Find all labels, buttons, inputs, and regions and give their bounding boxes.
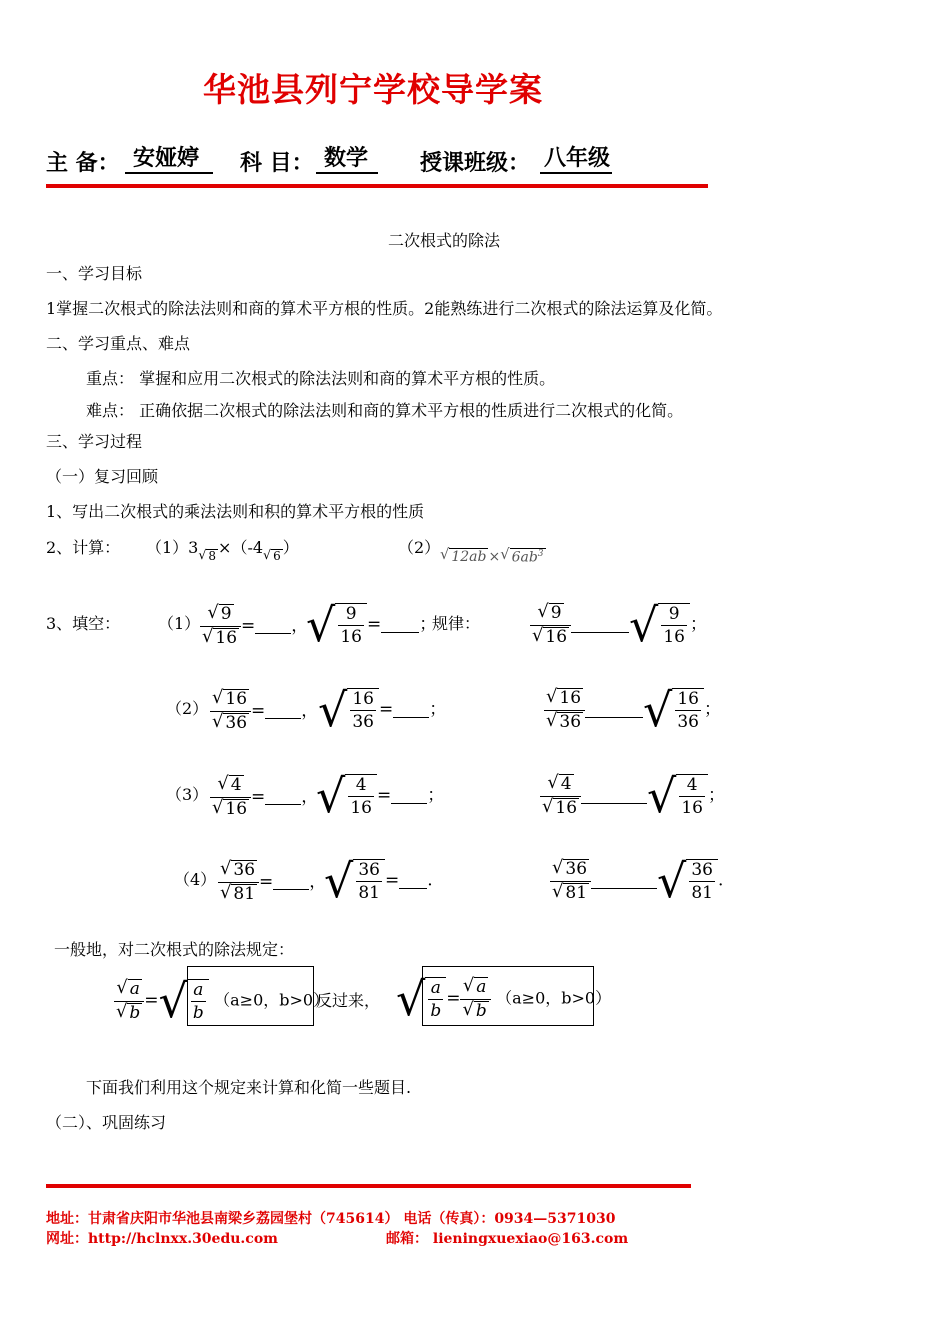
division-rule-formula: √ a √ b = √ $\frac{a}{b}$ （a≥0，b>0） xyxy=(116,974,330,1028)
lesson-heading: 二次根式的除法 xyxy=(388,231,501,250)
prep-value: 安娅婷 xyxy=(125,146,213,174)
row-3-rule: √ 4 √ 16 √ $\frac{4}{16}$ ； xyxy=(542,769,725,823)
question-2a: （1）3 √ 8 ×（-4 √ 6 ） xyxy=(146,538,299,563)
question-3-label: 3、填空： xyxy=(46,614,121,633)
goals-text: 1掌握二次根式的除法法则和商的算术平方根的性质。2能熟练进行二次根式的除法运算及化简。 xyxy=(46,299,723,318)
header-divider xyxy=(46,184,708,188)
row-4-left: √ 36 √ 81 = ， xyxy=(220,858,327,904)
section-process: 三、学习过程 xyxy=(46,432,143,451)
row-2-left: √ 16 √ 36 = ， xyxy=(212,687,319,733)
row-1-mid: √ $\frac{9}{16}$ = ； xyxy=(306,598,437,652)
document-title: 华池县列宁学校导学案 xyxy=(203,70,543,109)
general-rule-text: 一般地，对二次根式的除法规定： xyxy=(54,940,295,959)
reverse-text: 反过来， xyxy=(316,991,381,1010)
prep-label: 主 备： xyxy=(46,151,120,176)
row-2-mid: √ $\frac{16}{36}$ = ； xyxy=(318,683,447,737)
footer-address: 地址：甘肃省庆阳市华池县南梁乡荔园堡村（745614） 电话（传真）：0934—5371030 xyxy=(46,1211,616,1227)
difficulty-text: 难点： 正确依据二次根式的除法法则和商的算术平方根的性质进行二次根式的化简。 xyxy=(86,401,684,420)
row-1-rule: √ 9 √ 16 √ $\frac{9}{16}$ ； xyxy=(532,598,707,652)
footer-divider xyxy=(46,1184,691,1188)
reverse-rule-formula: √ $\frac{a}{b}$ = √ a √ b （a≥0，b>0） xyxy=(396,972,612,1026)
question-1: 1、写出二次根式的乘法法则和积的算术平方根的性质 xyxy=(46,502,425,521)
rule-label: 规律： xyxy=(432,614,481,633)
grade-value: 八年级 xyxy=(540,146,612,174)
key-point-text: 重点： 掌握和应用二次根式的除法法则和商的算术平方根的性质。 xyxy=(86,369,556,388)
row-4-label: （4） xyxy=(174,870,217,889)
question-2b: √ 12ab × √ $6ab^3$ xyxy=(440,546,544,566)
practice-heading: （二）、巩固练习 xyxy=(46,1113,167,1132)
row-2-rule: √ 16 √ 36 √ $\frac{16}{36}$ ； xyxy=(546,683,721,737)
row-1-left: √ 9 √ 16 = ， xyxy=(202,602,309,648)
row-4-mid: √ $\frac{36}{81}$ = . xyxy=(324,854,433,908)
row-3-label: （3） xyxy=(166,785,209,804)
question-2-label: 2、计算： xyxy=(46,538,121,557)
section-key-points: 二、学习重点、难点 xyxy=(46,334,191,353)
row-4-rule: √ 36 √ 81 √ $\frac{36}{81}$ . xyxy=(552,854,724,908)
next-text: 下面我们利用这个规定来计算和化简一些题目. xyxy=(86,1078,412,1097)
review-heading: （一）复习回顾 xyxy=(46,467,159,486)
footer-email: 邮箱： lieningxuexiao@163.com xyxy=(386,1231,629,1247)
section-goals: 一、学习目标 xyxy=(46,264,143,283)
subject-value: 数学 xyxy=(316,146,378,174)
row-2-label: （2） xyxy=(166,699,209,718)
footer-website: 网址：http://hclnxx.30edu.com xyxy=(46,1231,278,1247)
row-1-label: （1） xyxy=(158,614,201,633)
row-3-mid: √ $\frac{4}{16}$ = ； xyxy=(316,769,445,823)
grade-label: 授课班级： xyxy=(420,151,531,176)
subject-label: 科 目： xyxy=(240,151,314,176)
row-3-left: √ 4 √ 16 = ， xyxy=(212,773,319,819)
question-2b-label: （2） xyxy=(398,538,441,557)
